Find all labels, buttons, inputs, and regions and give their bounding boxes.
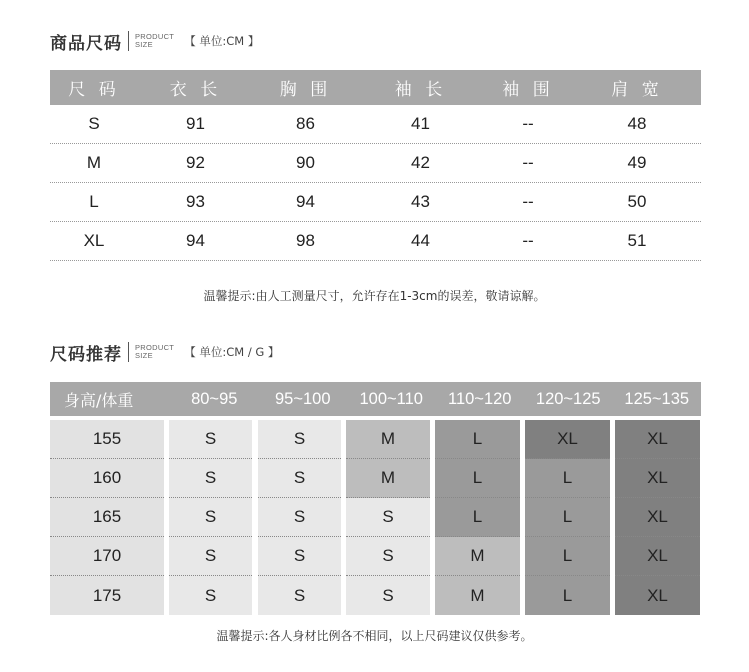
size-cell: S xyxy=(258,459,341,498)
cell: 94 xyxy=(296,192,315,211)
divider xyxy=(128,31,129,51)
size-cell: S xyxy=(258,498,341,537)
cell: 51 xyxy=(627,231,647,250)
recommendation-table-header xyxy=(50,382,701,416)
cell: 48 xyxy=(627,114,647,133)
size-cell: XL xyxy=(615,459,700,498)
size-cell: S xyxy=(169,459,252,498)
header-length: 衣 长 xyxy=(169,80,222,100)
section-heading-size-recommendation xyxy=(50,337,279,367)
cell: -- xyxy=(522,153,534,172)
size-cell: S xyxy=(169,576,252,615)
size-cell: XL xyxy=(615,576,700,615)
cell: 94 xyxy=(186,231,205,250)
size-cell: XL xyxy=(615,537,700,576)
size-table-header xyxy=(50,70,701,105)
cell: M xyxy=(86,153,102,172)
section-en-label: PRODUCT SIZE xyxy=(135,32,175,49)
size-cell: L xyxy=(525,537,610,576)
size-cell: S xyxy=(346,576,430,615)
cell: 50 xyxy=(627,192,647,211)
table-row xyxy=(50,222,701,261)
cell: 43 xyxy=(411,192,430,211)
height-cell: 160 xyxy=(50,459,164,498)
section-unit: 【 单位:CM / G 】 xyxy=(184,345,280,359)
header-height-weight: 身高/体重 xyxy=(64,390,134,410)
cell: 91 xyxy=(186,114,205,133)
size-cell: L xyxy=(525,498,610,537)
size-cell: XL xyxy=(525,420,610,459)
size-cell: L xyxy=(525,459,610,498)
weight-column xyxy=(615,420,700,617)
weight-column xyxy=(525,420,610,617)
section-unit: 【 单位:CM 】 xyxy=(184,34,260,48)
size-cell: L xyxy=(525,576,610,615)
measurement-note: 温馨提示:由人工测量尺寸，允许存在1-3cm的误差，敬请谅解。 xyxy=(203,289,546,303)
height-cell: 170 xyxy=(50,537,164,576)
size-cell: L xyxy=(435,498,520,537)
size-cell: S xyxy=(258,420,341,459)
size-cell: S xyxy=(346,537,430,576)
size-cell: S xyxy=(169,420,252,459)
header-size: 尺 码 xyxy=(68,80,120,100)
cell: 42 xyxy=(411,153,430,172)
section-title: 尺码推荐 xyxy=(50,344,122,365)
header-weight: 95~100 xyxy=(274,389,331,408)
header-weight: 120~125 xyxy=(535,389,601,408)
cell: -- xyxy=(522,231,534,250)
height-cell: 155 xyxy=(50,420,164,459)
header-weight: 100~110 xyxy=(359,389,423,408)
size-cell: S xyxy=(169,537,252,576)
height-column xyxy=(50,420,164,617)
cell: 92 xyxy=(186,153,205,172)
cell: 44 xyxy=(411,231,430,250)
cell: 98 xyxy=(296,231,315,250)
header-weight: 125~135 xyxy=(624,389,690,408)
cell: S xyxy=(88,114,100,133)
divider xyxy=(128,342,129,362)
cell: -- xyxy=(522,192,534,211)
fit-note: 温馨提示:各人身材比例各不相同，以上尺码建议仅供参考。 xyxy=(216,629,533,643)
size-cell: S xyxy=(258,576,341,615)
header-shoulder: 肩 宽 xyxy=(611,80,663,100)
size-cell: L xyxy=(435,459,520,498)
height-cell: 175 xyxy=(50,576,164,615)
height-cell: 165 xyxy=(50,498,164,537)
weight-column xyxy=(346,420,430,617)
cell: 90 xyxy=(296,153,315,172)
size-cell: M xyxy=(435,537,520,576)
cell: XL xyxy=(83,231,105,250)
header-weight: 80~95 xyxy=(191,389,238,408)
size-table xyxy=(50,70,701,261)
header-sleeve-length: 袖 长 xyxy=(394,80,447,100)
header-sleeve-width: 袖 围 xyxy=(502,80,554,100)
cell: 86 xyxy=(296,114,315,133)
cell: 41 xyxy=(411,114,430,133)
section-en-label: PRODUCT SIZE xyxy=(135,343,175,360)
weight-column xyxy=(169,420,252,617)
size-cell: S xyxy=(346,498,430,537)
size-cell: S xyxy=(169,498,252,537)
section-heading-product-size xyxy=(50,26,259,56)
cell: 93 xyxy=(186,192,205,211)
size-cell: L xyxy=(435,420,520,459)
weight-column xyxy=(258,420,341,617)
table-row xyxy=(50,183,701,222)
size-cell: S xyxy=(258,537,341,576)
cell: 49 xyxy=(627,153,647,172)
size-cell: M xyxy=(346,420,430,459)
size-cell: M xyxy=(346,459,430,498)
cell: -- xyxy=(522,114,534,133)
section-title: 商品尺码 xyxy=(50,33,122,54)
size-cell: M xyxy=(435,576,520,615)
table-row xyxy=(50,105,701,144)
table-row xyxy=(50,144,701,183)
cell: L xyxy=(89,192,99,211)
header-weight: 110~120 xyxy=(448,389,512,408)
header-chest: 胸 围 xyxy=(279,80,332,100)
size-cell: XL xyxy=(615,498,700,537)
size-cell: XL xyxy=(615,420,700,459)
weight-column xyxy=(435,420,520,617)
